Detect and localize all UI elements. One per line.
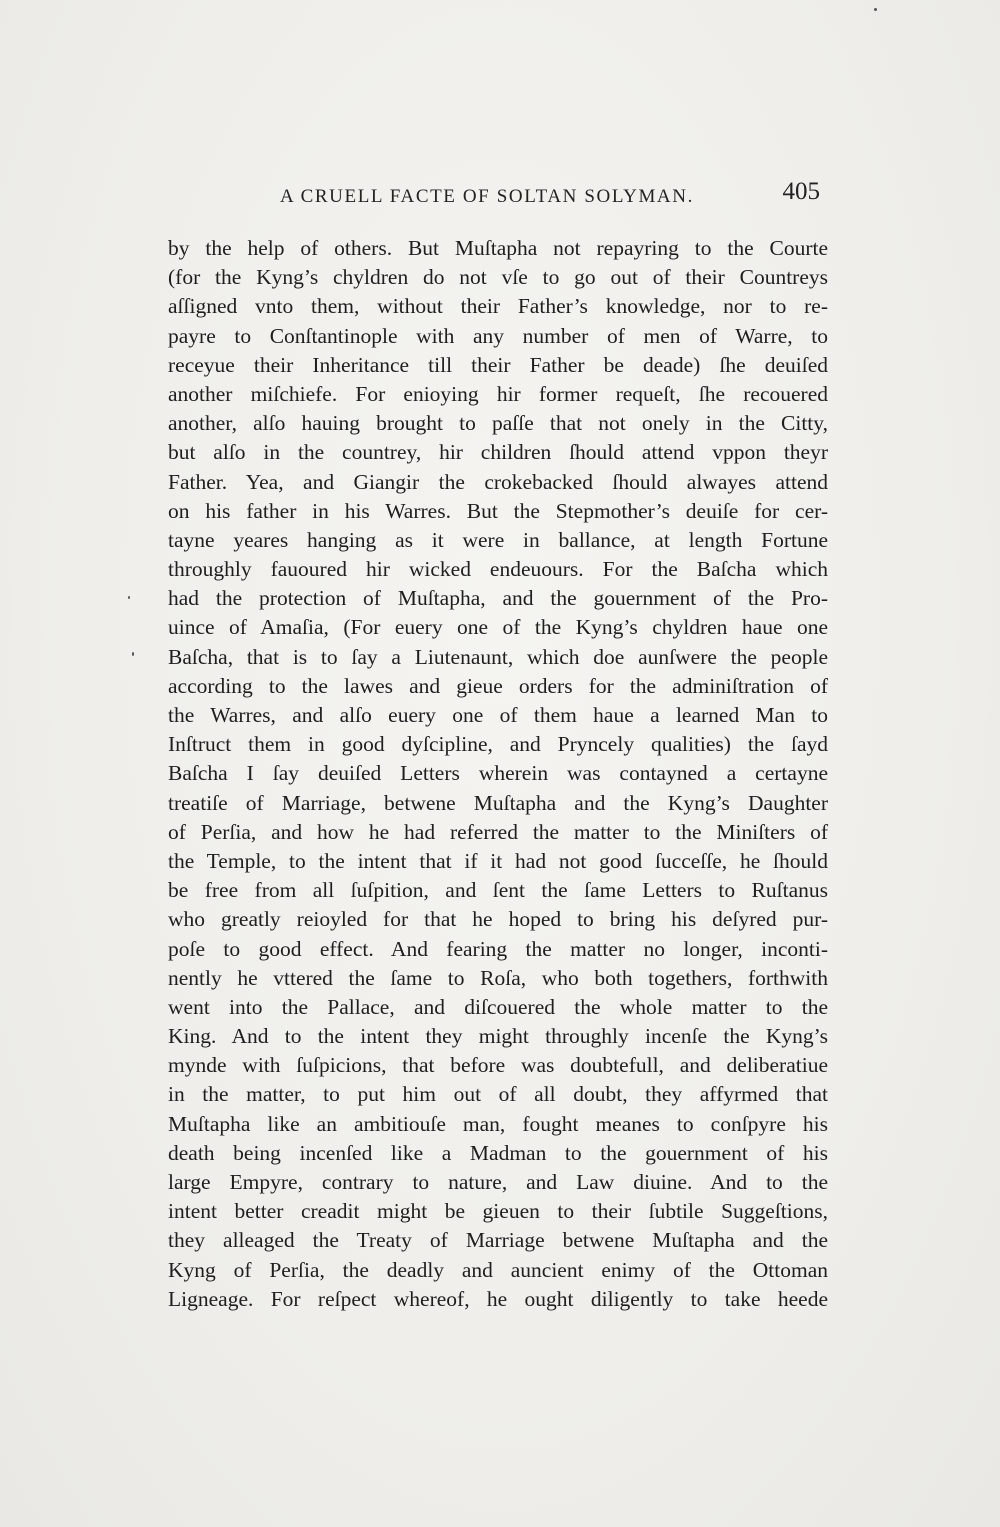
page-number: 405 bbox=[782, 178, 820, 205]
text-line: Ligneage. For reſpect whereof, he ought diligently to take heede bbox=[168, 1286, 828, 1311]
text-line: mynde with ſuſpicions, that before was doubtefull, and deliberatiue bbox=[168, 1053, 828, 1078]
paper-speck bbox=[128, 596, 130, 599]
running-title: A CRUELL FACTE OF SOLTAN SOLYMAN. bbox=[280, 186, 694, 207]
text-line: Baſcha I ſay deuiſed Letters wherein was contayned a certayne bbox=[168, 761, 828, 786]
text-line: death being incenſed like a Madman to the gouernment of his bbox=[168, 1140, 828, 1165]
text-line: had the protection of Muſtapha, and the gouernment of the Pro- bbox=[168, 586, 828, 611]
text-line: the Temple, to the intent that if it had not good ſucceſſe, he ſhould bbox=[168, 848, 828, 873]
text-line: Father. Yea, and Giangir the crokebacked ſhould alwayes attend bbox=[168, 469, 828, 494]
text-line: but alſo in the countrey, hir children ſhould attend vppon theyr bbox=[168, 440, 828, 465]
text-line: Muſtapha like an ambitiouſe man, fought meanes to conſpyre his bbox=[168, 1111, 828, 1136]
running-head bbox=[168, 178, 826, 214]
text-line: (for the Kyng’s chyldren do not vſe to go out of their Countreys bbox=[168, 265, 828, 290]
text-line: of Perſia, and how he had referred the matter to the Miniſters of bbox=[168, 819, 828, 844]
text-line: payre to Conſtantinople with any number of men of Warre, to bbox=[168, 323, 828, 348]
text-line: another, alſo hauing brought to paſſe that not onely in the Citty, bbox=[168, 411, 828, 436]
text-line: according to the lawes and gieue orders for the adminiſtration of bbox=[168, 673, 828, 698]
text-line: in the matter, to put him out of all doubt, they affyrmed that bbox=[168, 1082, 828, 1107]
text-line: by the help of others. But Muſtapha not repayring to the Courte bbox=[168, 236, 828, 260]
paper-speck bbox=[132, 652, 134, 656]
text-line: Baſcha, that is to ſay a Liutenaunt, which doe aunſwere the people bbox=[168, 644, 828, 669]
text-line: on his father in his Warres. But the Stepmother’s deuiſe for cer- bbox=[168, 498, 828, 523]
text-line: treatiſe of Marriage, betwene Muſtapha and the Kyng’s Daughter bbox=[168, 790, 828, 815]
text-line: receyue their Inheritance till their Father be deade) ſhe deuiſed bbox=[168, 352, 828, 377]
text-line: large Empyre, contrary to nature, and Law diuine. And to the bbox=[168, 1170, 828, 1194]
text-line: another miſchiefe. For enioying hir former requeſt, ſhe recouered bbox=[168, 381, 828, 406]
text-line: throughly fauoured hir wicked endeuours. For the Baſcha which bbox=[168, 557, 828, 582]
paper-speck bbox=[874, 8, 877, 11]
text-line: be free from all ſuſpition, and ſent the ſame Letters to Ruſtanus bbox=[168, 878, 828, 903]
text-line: nently he vttered the ſame to Roſa, who both togethers, forthwith bbox=[168, 965, 828, 990]
text-line: uince of Amaſia, (For euery one of the Kyng’s chyldren haue one bbox=[168, 615, 828, 640]
text-line: poſe to good effect. And fearing the matter no longer, inconti- bbox=[168, 936, 828, 961]
text-line: Kyng of Perſia, the deadly and auncient enimy of the Ottoman bbox=[168, 1257, 828, 1282]
text-line: aſſigned vnto them, without their Father’s knowledge, nor to re- bbox=[168, 294, 828, 319]
text-line: the Warres, and alſo euery one of them haue a learned Man to bbox=[168, 703, 828, 727]
text-line: King. And to the intent they might throughly incenſe the Kyng’s bbox=[168, 1024, 828, 1049]
body-text bbox=[168, 234, 828, 1314]
text-line: went into the Pallace, and diſcouered the whole matter to the bbox=[168, 994, 828, 1019]
text-line: who greatly reioyled for that he hoped to bring his deſyred pur- bbox=[168, 907, 828, 932]
text-line: they alleaged the Treaty of Marriage betwene Muſtapha and the bbox=[168, 1228, 828, 1253]
text-line: Inſtruct them in good dyſcipline, and Pryncely qualities) the ſayd bbox=[168, 732, 828, 757]
text-line: tayne yeares hanging as it were in ballance, at length Fortune bbox=[168, 527, 828, 552]
text-line: intent better creadit might be gieuen to their ſubtile Suggeſtions, bbox=[168, 1199, 828, 1224]
